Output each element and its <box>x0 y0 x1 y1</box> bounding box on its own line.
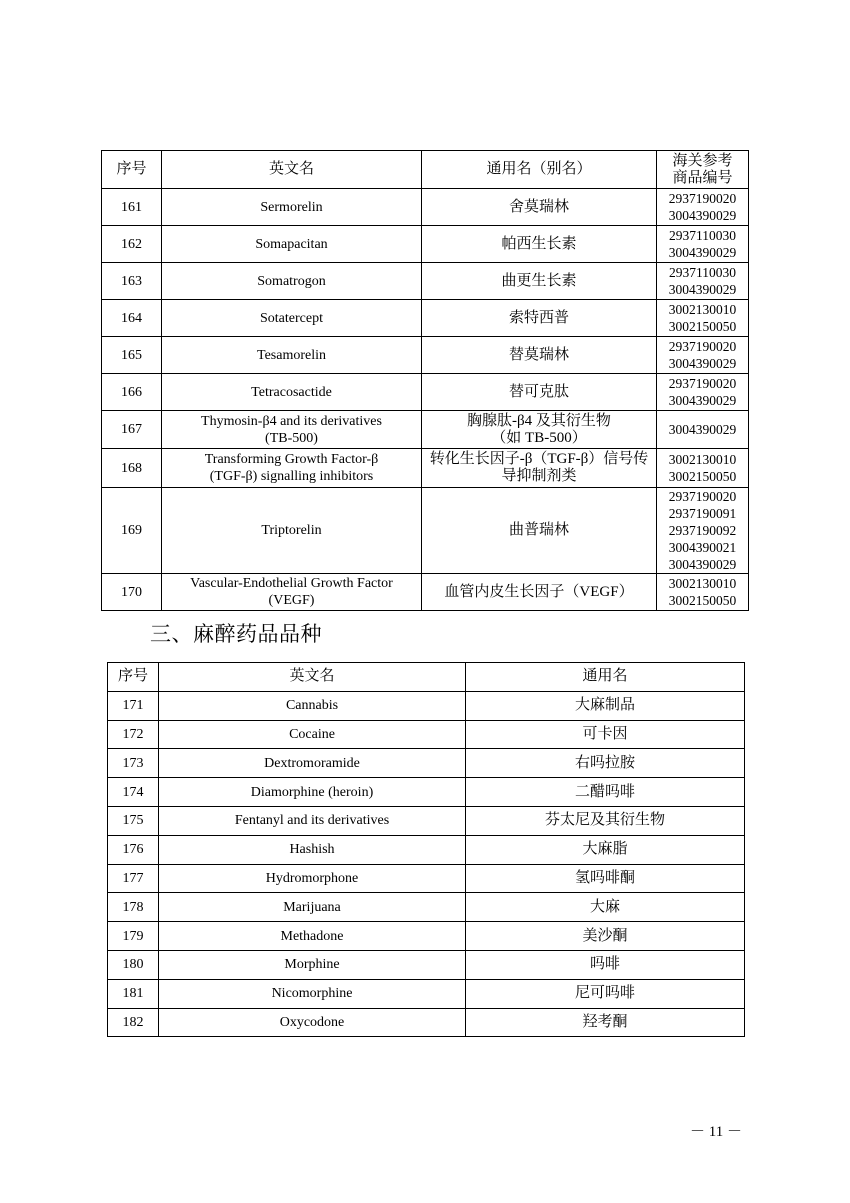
customs-codes: 2937110030 3004390029 <box>657 226 749 263</box>
row-number: 180 <box>108 950 159 979</box>
common-name: 曲普瑞林 <box>422 488 657 574</box>
row-number: 168 <box>102 449 162 488</box>
row-number: 175 <box>108 806 159 835</box>
common-name: 二醋吗啡 <box>466 778 745 807</box>
table-row <box>108 778 745 807</box>
common-name: 大麻脂 <box>466 835 745 864</box>
common-name: 索特西普 <box>422 300 657 337</box>
english-name: Somatrogon <box>162 263 422 300</box>
table-row <box>108 835 745 864</box>
english-name: Transforming Growth Factor-β (TGF-β) signalling inhibitors <box>162 449 422 488</box>
row-number: 162 <box>102 226 162 263</box>
english-name: Hydromorphone <box>159 864 466 893</box>
row-number: 171 <box>108 691 159 720</box>
row-number: 166 <box>102 374 162 411</box>
common-name: 胸腺肽-β4 及其衍生物 （如 TB-500） <box>422 411 657 449</box>
row-number: 176 <box>108 835 159 864</box>
common-name: 尼可吗啡 <box>466 979 745 1008</box>
column-header: 通用名（别名） <box>422 151 657 189</box>
english-name: Sotatercept <box>162 300 422 337</box>
common-name: 舍莫瑞林 <box>422 189 657 226</box>
english-name: Cocaine <box>159 720 466 749</box>
common-name: 替莫瑞林 <box>422 337 657 374</box>
table-row <box>102 488 749 574</box>
customs-codes: 2937190020 3004390029 <box>657 337 749 374</box>
table-row <box>108 1008 745 1037</box>
common-name: 右吗拉胺 <box>466 749 745 778</box>
row-number: 174 <box>108 778 159 807</box>
table-row <box>102 263 749 300</box>
english-name: Diamorphine (heroin) <box>159 778 466 807</box>
table-row <box>102 337 749 374</box>
english-name: Tesamorelin <box>162 337 422 374</box>
english-name: Marijuana <box>159 893 466 922</box>
drug-table-1 <box>101 150 749 611</box>
common-name: 帕西生长素 <box>422 226 657 263</box>
common-name: 转化生长因子-β（TGF-β）信号传 导抑制剂类 <box>422 449 657 488</box>
row-number: 165 <box>102 337 162 374</box>
row-number: 169 <box>102 488 162 574</box>
english-name: Somapacitan <box>162 226 422 263</box>
common-name: 曲更生长素 <box>422 263 657 300</box>
english-name: Cannabis <box>159 691 466 720</box>
column-header: 序号 <box>102 151 162 189</box>
customs-codes: 3002130010 3002150050 <box>657 300 749 337</box>
english-name: Nicomorphine <box>159 979 466 1008</box>
english-name: Oxycodone <box>159 1008 466 1037</box>
common-name: 大麻制品 <box>466 691 745 720</box>
customs-codes: 3004390029 <box>657 411 749 449</box>
section-title: 三、麻醉药品品种 <box>150 622 322 646</box>
row-number: 170 <box>102 574 162 611</box>
customs-codes: 2937190020 3004390029 <box>657 374 749 411</box>
customs-codes: 2937110030 3004390029 <box>657 263 749 300</box>
column-header: 英文名 <box>162 151 422 189</box>
table-row <box>108 806 745 835</box>
english-name: Fentanyl and its derivatives <box>159 806 466 835</box>
column-header: 通用名 <box>466 663 745 692</box>
common-name: 可卡因 <box>466 720 745 749</box>
row-number: 167 <box>102 411 162 449</box>
table-row <box>102 574 749 611</box>
table-row <box>108 720 745 749</box>
table-row <box>108 691 745 720</box>
common-name: 羟考酮 <box>466 1008 745 1037</box>
table-row <box>108 893 745 922</box>
column-header: 英文名 <box>159 663 466 692</box>
table-row <box>102 374 749 411</box>
english-name: Sermorelin <box>162 189 422 226</box>
common-name: 替可克肽 <box>422 374 657 411</box>
customs-codes: 3002130010 3002150050 <box>657 449 749 488</box>
row-number: 163 <box>102 263 162 300</box>
row-number: 177 <box>108 864 159 893</box>
table-row <box>108 864 745 893</box>
table-row <box>102 300 749 337</box>
english-name: Tetracosactide <box>162 374 422 411</box>
row-number: 172 <box>108 720 159 749</box>
row-number: 178 <box>108 893 159 922</box>
customs-codes: 2937190020 2937190091 2937190092 3004390021 3004390029 <box>657 488 749 574</box>
table-header-row <box>108 663 745 692</box>
table-row <box>102 449 749 488</box>
table-row <box>102 411 749 449</box>
table-header-row <box>102 151 749 189</box>
english-name: Vascular-Endothelial Growth Factor (VEGF) <box>162 574 422 611</box>
table-row <box>108 922 745 951</box>
row-number: 179 <box>108 922 159 951</box>
row-number: 182 <box>108 1008 159 1037</box>
table-row <box>108 979 745 1008</box>
column-header: 序号 <box>108 663 159 692</box>
english-name: Methadone <box>159 922 466 951</box>
table-row <box>108 749 745 778</box>
common-name: 芬太尼及其衍生物 <box>466 806 745 835</box>
common-name: 大麻 <box>466 893 745 922</box>
row-number: 181 <box>108 979 159 1008</box>
common-name: 吗啡 <box>466 950 745 979</box>
common-name: 美沙酮 <box>466 922 745 951</box>
page-number: － 11 － <box>690 1124 742 1140</box>
row-number: 164 <box>102 300 162 337</box>
table-row <box>102 226 749 263</box>
drug-table-2 <box>107 662 745 1037</box>
customs-codes: 2937190020 3004390029 <box>657 189 749 226</box>
row-number: 173 <box>108 749 159 778</box>
english-name: Hashish <box>159 835 466 864</box>
english-name: Dextromoramide <box>159 749 466 778</box>
english-name: Triptorelin <box>162 488 422 574</box>
common-name: 氢吗啡酮 <box>466 864 745 893</box>
table-row <box>108 950 745 979</box>
table-row <box>102 189 749 226</box>
english-name: Morphine <box>159 950 466 979</box>
english-name: Thymosin-β4 and its derivatives (TB-500) <box>162 411 422 449</box>
row-number: 161 <box>102 189 162 226</box>
customs-codes: 3002130010 3002150050 <box>657 574 749 611</box>
common-name: 血管内皮生长因子（VEGF） <box>422 574 657 611</box>
column-header: 海关参考 商品编号 <box>657 151 749 189</box>
